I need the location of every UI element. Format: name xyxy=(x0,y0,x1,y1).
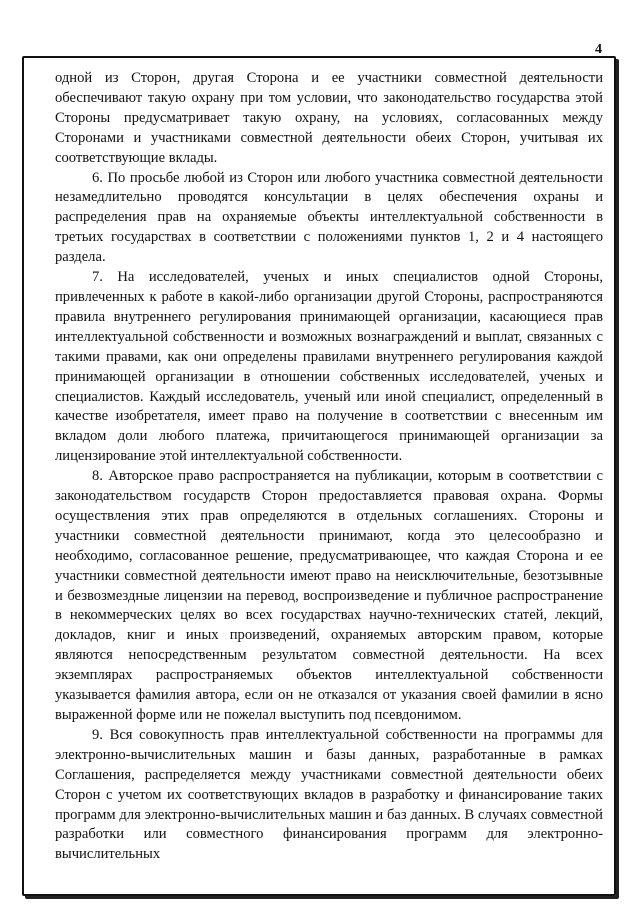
paragraph-item-8: 8. Авторское право распространяется на публикации, которым в соответствии с законодательством государств Сторон предоставляется правовая охрана. Формы осуществления этих прав определяются в отдельных соглашениях. Стороны и участники совместной деятельности принимают, когда это целесообразно и необходимо, согласованное решение, предусматривающее, что каждая Сторона и ее участники совместной деятельности имеют право на неисключительные, безотзывные и безвозмездные лицензии на перевод, воспроизведение и публичное распространение в некоммерческих целях во всех государствах научно-технических статей, лекций, докладов, книг и иных произведений, охраняемых авторским правом, которые являются непосредственным результатом совместной деятельности. На всех экземплярах распространяемых объектов интеллектуальной собственности указывается фамилия автора, если он не отказался от указания своей фамилии в ясно выраженной форме или не пожелал выступить под псевдонимом. xyxy=(55,468,603,723)
paragraph-item-9: 9. Вся совокупность прав интеллектуальной собственности на программы для электронно-вычислительных машин и базы данных, разработанные в рамках Соглашения, распределяется между участниками совместной деятельности обеих Сторон с учетом их соответствующих вкладов в разработку и финансирование таких программ для электронно-вычислительных машин и баз данных. В случаях совместной разработки или совместного финансирования программ для электронно-вычислительных xyxy=(55,726,603,863)
paragraph-item-6: 6. По просьбе любой из Сторон или любого участника совместной деятельности незамедлительно проводятся консультации в целях обеспечения охраны и распределения прав на охраняемые объекты интеллектуальной собственности в третьих государствах в соответствии с положениями пунктов 1, 2 и 4 настоящего раздела. xyxy=(55,169,603,266)
paragraph-item-7: 7. На исследователей, ученых и иных специалистов одной Стороны, привлеченных к работе в какой-либо организации другой Стороны, распространяются правила внутреннего регулирования принимающей организации, касающиеся прав интеллектуальной собственности и возможных вознаграждений и выплат, связанных с такими правами, как они определены правилами внутреннего регулирования каждой принимающей организации в отношении собственных исследователей, ученых и специалистов. Каждый исследователь, ученый или иной специалист, определенный в качестве изобретателя, имеет право на получение в соответствии с внесенным им вкладом доли любого платежа, причитающегося принимающей организации за лицензирование этой интеллектуальной собственности. xyxy=(55,269,603,465)
paragraph-continuation: одной из Сторон, другая Сторона и ее участники совместной деятельности обеспечивают такую охрану при том условии, что законодательство государства этой Стороны предусматривает такую охрану, на условиях, согласованных между Сторонами и участниками совместной деятельности обеих Сторон, учитывая их соответствующие вклады. xyxy=(55,70,603,166)
text-frame xyxy=(22,56,616,896)
page-number: 4 xyxy=(595,42,602,57)
document-body xyxy=(55,69,603,865)
